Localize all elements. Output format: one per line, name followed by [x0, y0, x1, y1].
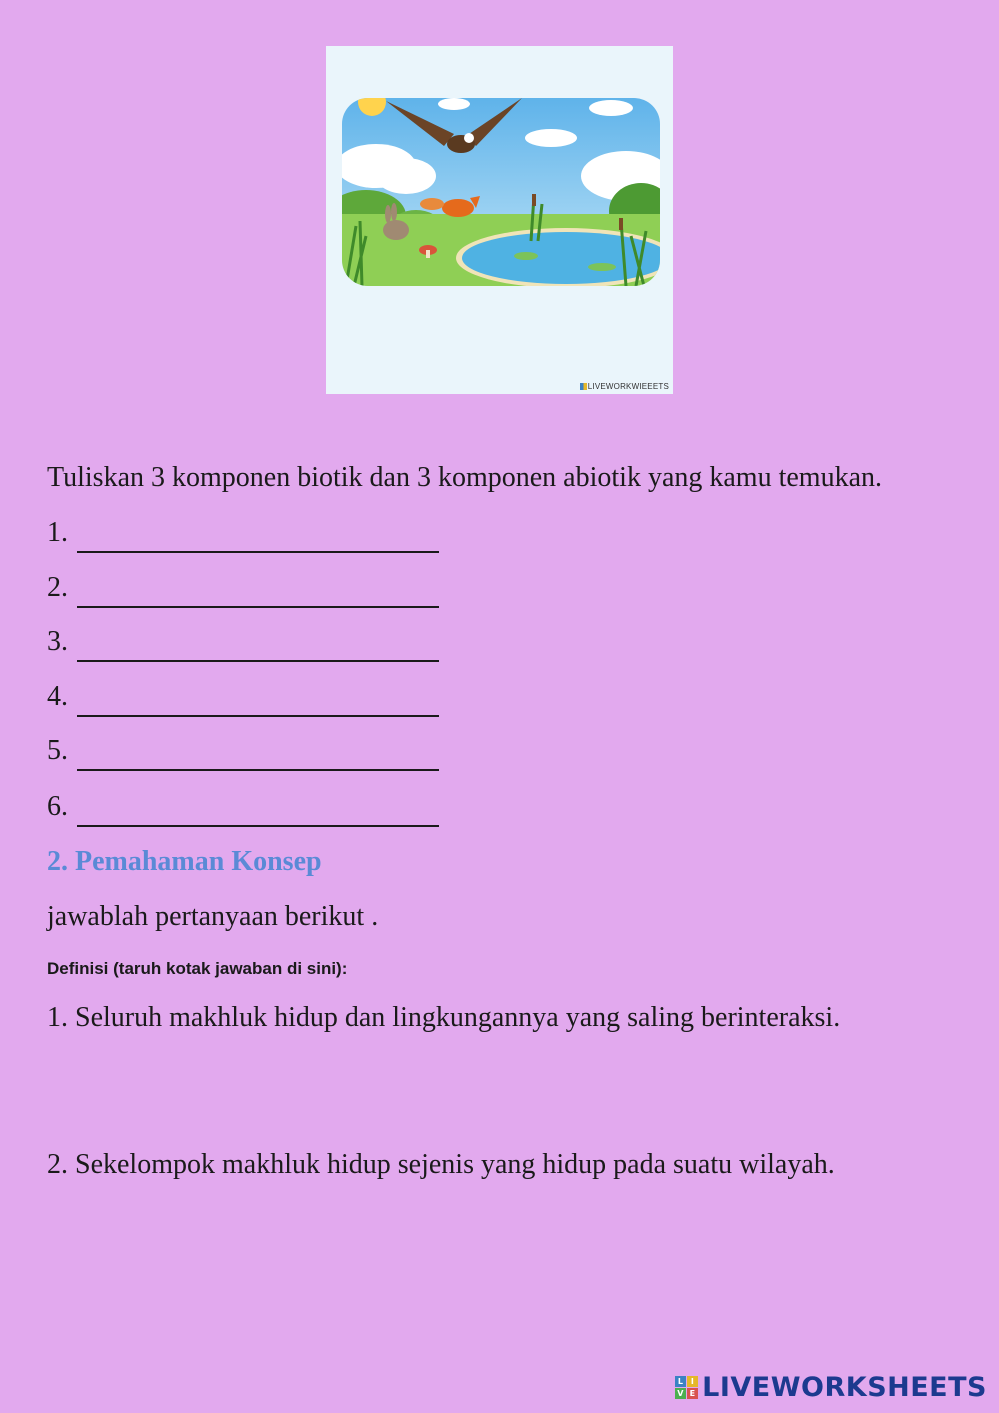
answer-number: 2. — [47, 572, 68, 603]
ecosystem-scene-graphic — [326, 46, 673, 394]
answer-line-3 — [47, 626, 77, 662]
definition-label: Definisi (taruh kotak jawaban di sini): — [47, 959, 348, 978]
brand-name: LIVEWORKSHEETS — [702, 1372, 987, 1403]
answer-number: 5. — [47, 735, 68, 766]
answer-blank-input[interactable] — [77, 791, 439, 827]
liveworksheets-logo-icon: L I V E — [675, 1376, 698, 1399]
answer-number: 1. — [47, 517, 68, 548]
answer-blank-input[interactable] — [77, 626, 439, 662]
liveworksheets-logo — [675, 1372, 987, 1403]
answer-number: 6. — [47, 791, 68, 822]
question-2: 2. Sekelompok makhluk hidup sejenis yang hidup pada suatu wilayah. — [47, 1149, 835, 1180]
instruction-text: Tuliskan 3 komponen biotik dan 3 komponen abiotik yang kamu temukan. — [47, 462, 882, 493]
answer-blank-input[interactable] — [77, 517, 439, 553]
sun-icon — [358, 88, 386, 116]
answer-line-1 — [47, 517, 77, 553]
section-title: 2. Pemahaman Konsep — [47, 846, 322, 877]
answer-blank-input[interactable] — [77, 572, 439, 608]
image-watermark: LIVEWORKWIEEETS — [580, 382, 669, 391]
watermark-logo-icon — [580, 383, 587, 390]
question-1: 1. Seluruh makhluk hidup dan lingkungannya yang saling berinteraksi. — [47, 1002, 841, 1033]
answer-blank-input[interactable] — [77, 681, 439, 717]
answer-line-5 — [47, 735, 77, 771]
answer-line-2 — [47, 572, 77, 608]
section-intro: jawablah pertanyaan berikut . — [47, 901, 379, 932]
answer-number: 3. — [47, 626, 68, 657]
answer-line-4 — [47, 681, 77, 717]
answer-number: 4. — [47, 681, 68, 712]
answer-blank-input[interactable] — [77, 735, 439, 771]
answer-line-6 — [47, 791, 77, 827]
ecosystem-illustration — [326, 46, 673, 394]
fox-icon — [442, 199, 474, 217]
rabbit-icon — [383, 220, 409, 240]
